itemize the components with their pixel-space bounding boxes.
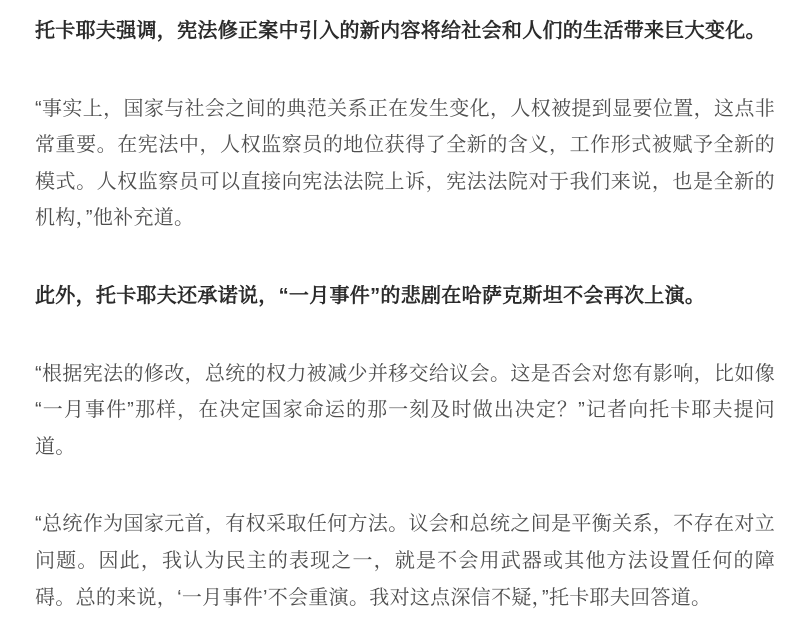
article-paragraph-emphasis-1: 托卡耶夫强调，宪法修正案中引入的新内容将给社会和人们的生活带来巨大变化。 bbox=[35, 20, 766, 42]
article-paragraph-answer: “总统作为国家元首，有权采取任何方法。议会和总统之间是平衡关系，不存在对立问题。因此，我认为民主的表现之一，就是不会用武器或其他方法设置任何的障碍。总的来说，‘一月事件’不会重演。我对这点深信不疑，”托卡耶夫回答道。 bbox=[35, 513, 775, 609]
article-paragraph-question: “根据宪法的修改，总统的权力被减少并移交给议会。这是否会对您有影响，比如像“一月事件”那样，在决定国家命运的那一刻及时做出决定？”记者向托卡耶夫提问道。 bbox=[35, 362, 775, 458]
article-paragraph-emphasis-2: 此外，托卡耶夫还承诺说，“一月事件”的悲剧在哈萨克斯坦不会再次上演。 bbox=[35, 284, 706, 307]
article-paragraph-quote-1: “事实上，国家与社会之间的典范关系正在发生变化，人权被提到显要位置，这点非常重要。在宪法中，人权监察员的地位获得了全新的含义，工作形式被赋予全新的模式。人权监察员可以直接向宪法法院上诉，宪法法院对于我们来说，也是全新的机构，”他补充道。 bbox=[35, 97, 775, 230]
